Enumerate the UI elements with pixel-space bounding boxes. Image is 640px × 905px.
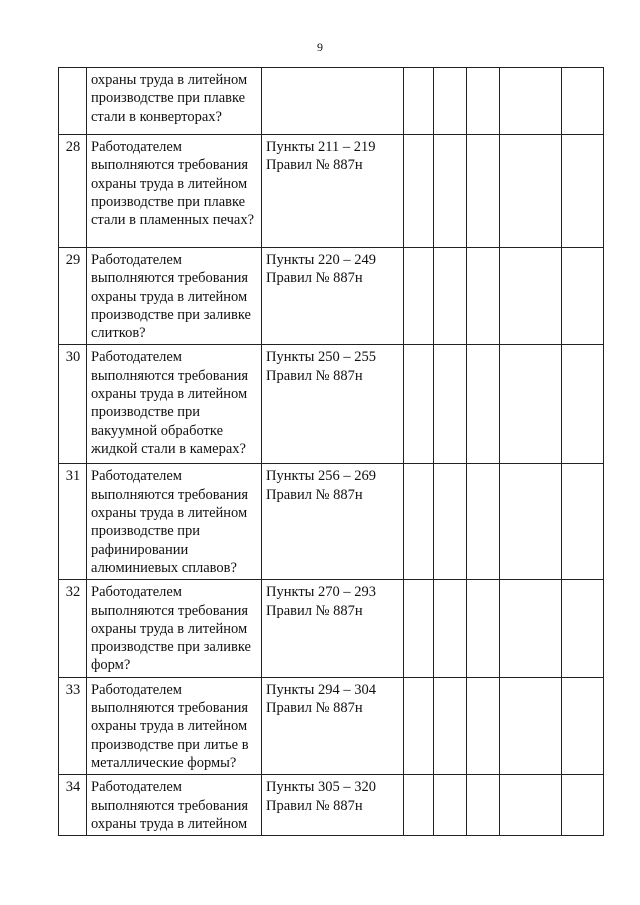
answer-na-cell[interactable] [467,677,500,774]
answer-yes-cell[interactable] [404,248,434,345]
requirement-question: Работодателем выполняются требования охраны труда в литейном [87,775,262,836]
reference-points: Пункты 294 – 304 [266,681,377,698]
answer-no-cell[interactable] [434,68,467,135]
row-number: 32 [59,580,87,677]
extra-cell[interactable] [562,135,604,248]
reference-rules: Правил № 887н [266,367,363,384]
reference-rules: Правил № 887н [266,797,363,814]
answer-yes-cell[interactable] [404,135,434,248]
legal-reference [262,345,404,464]
note-cell[interactable] [500,775,562,836]
requirement-question: Работодателем выполняются требования охраны труда в литейном производстве при вакуумной обработке жидкой стали в камерах? [87,345,262,464]
note-cell[interactable] [500,677,562,774]
requirement-question: Работодателем выполняются требования охраны труда в литейном производстве при заливке слитков? [87,248,262,345]
row-number: 28 [59,135,87,248]
note-cell[interactable] [500,464,562,580]
requirement-question: Работодателем выполняются требования охраны труда в литейном производстве при заливке форм? [87,580,262,677]
extra-cell[interactable] [562,464,604,580]
answer-na-cell[interactable] [467,68,500,135]
legal-reference [262,248,404,345]
answer-yes-cell[interactable] [404,68,434,135]
answer-no-cell[interactable] [434,775,467,836]
answer-yes-cell[interactable] [404,345,434,464]
answer-na-cell[interactable] [467,775,500,836]
answer-yes-cell[interactable] [404,677,434,774]
reference-rules: Правил № 887н [266,270,363,287]
table-row [59,677,604,774]
answer-yes-cell[interactable] [404,775,434,836]
extra-cell[interactable] [562,68,604,135]
answer-na-cell[interactable] [467,248,500,345]
reference-points: Пункты 305 – 320 [266,779,377,796]
answer-na-cell[interactable] [467,345,500,464]
table-row [59,345,604,464]
note-cell[interactable] [500,68,562,135]
note-cell[interactable] [500,135,562,248]
table-row [59,68,604,135]
answer-na-cell[interactable] [467,135,500,248]
reference-points: Пункты 270 – 293 [266,584,377,601]
reference-points: Пункты 220 – 249 [266,252,377,268]
legal-reference [262,68,404,135]
row-number: 33 [59,677,87,774]
reference-points: Пункты 256 – 269 [266,468,377,485]
extra-cell[interactable] [562,345,604,464]
reference-rules: Правил № 887н [266,602,363,619]
table-row [59,580,604,677]
requirement-question: охраны труда в литейном производстве при плавке стали в конверторах? [87,68,262,135]
requirement-question: Работодателем выполняются требования охраны труда в литейном производстве при рафинировании алюминиевых сплавов? [87,464,262,580]
reference-rules: Правил № 887н [266,486,363,503]
checklist-table [58,67,604,836]
row-number: 31 [59,464,87,580]
extra-cell[interactable] [562,775,604,836]
legal-reference [262,677,404,774]
answer-na-cell[interactable] [467,464,500,580]
answer-no-cell[interactable] [434,580,467,677]
note-cell[interactable] [500,345,562,464]
answer-yes-cell[interactable] [404,464,434,580]
requirement-question: Работодателем выполняются требования охраны труда в литейном производстве при литье в металлические формы? [87,677,262,774]
requirement-question: Работодателем выполняются требования охраны труда в литейном производстве при плавке стали в пламенных печах? [87,135,262,248]
legal-reference [262,135,404,248]
answer-no-cell[interactable] [434,464,467,580]
legal-reference [262,775,404,836]
table-row [59,135,604,248]
answer-no-cell[interactable] [434,248,467,345]
note-cell[interactable] [500,580,562,677]
answer-na-cell[interactable] [467,580,500,677]
legal-reference [262,464,404,580]
table-row [59,248,604,345]
row-number: 29 [59,248,87,345]
reference-rules: Правил № 887н [266,700,363,717]
extra-cell[interactable] [562,677,604,774]
reference-points: Пункты 250 – 255 [266,349,377,366]
page-number: 9 [317,40,323,54]
reference-points: Пункты 211 – 219 [266,139,376,155]
reference-rules: Правил № 887н [266,157,363,174]
answer-no-cell[interactable] [434,135,467,248]
answer-no-cell[interactable] [434,677,467,774]
row-number [59,68,87,135]
answer-no-cell[interactable] [434,345,467,464]
row-number: 34 [59,775,87,836]
note-cell[interactable] [500,248,562,345]
table-row [59,464,604,580]
extra-cell[interactable] [562,248,604,345]
extra-cell[interactable] [562,580,604,677]
row-number: 30 [59,345,87,464]
legal-reference [262,580,404,677]
answer-yes-cell[interactable] [404,580,434,677]
table-row [59,775,604,836]
